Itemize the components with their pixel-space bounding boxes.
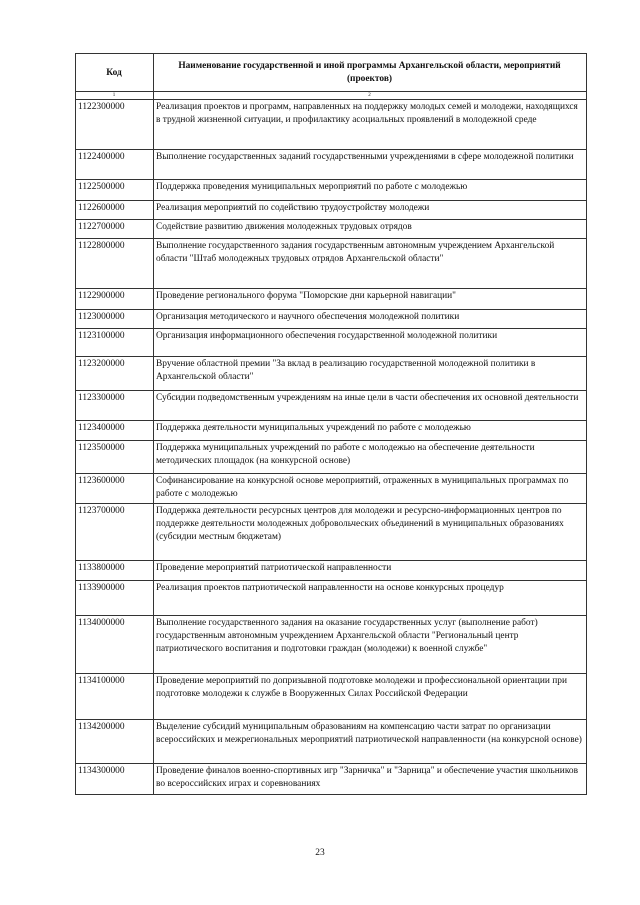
row-name: Проведение мероприятий патриотической направленности <box>154 561 587 581</box>
table-row <box>76 474 587 504</box>
table-row <box>76 150 587 180</box>
table-row <box>76 180 587 201</box>
row-code: 1122600000 <box>76 201 154 220</box>
row-name: Выполнение государственного задания государственным автономным учреждением Архангельской области "Штаб молодежных трудовых отрядов Архангельской области" <box>154 239 587 289</box>
row-code: 1134000000 <box>76 616 154 674</box>
table-row <box>76 310 587 329</box>
row-name: Организация методического и научного обеспечения молодежной политики <box>154 310 587 329</box>
row-code: 1123100000 <box>76 329 154 357</box>
row-code: 1122700000 <box>76 220 154 239</box>
row-name: Организация информационного обеспечения государственной молодежной политики <box>154 329 587 357</box>
table-row <box>76 289 587 310</box>
table-row <box>76 391 587 421</box>
header-code: Код <box>76 54 154 92</box>
row-code: 1134200000 <box>76 720 154 764</box>
row-code: 1122300000 <box>76 100 154 150</box>
table-row <box>76 329 587 357</box>
row-code: 1123000000 <box>76 310 154 329</box>
row-name: Софинансирование на конкурсной основе мероприятий, отраженных в муниципальных программах по работе с молодежью <box>154 474 587 504</box>
row-name: Проведение мероприятий по допризывной подготовке молодежи и профессиональной ориентации при подготовке молодежи к службе в Вооруженных Силах Российской Федерации <box>154 674 587 720</box>
column-number-1: 1 <box>76 92 154 100</box>
row-code: 1123300000 <box>76 391 154 421</box>
row-name: Проведение финалов военно-спортивных игр "Зарничка" и "Зарница" и обеспечение участия школьников во всероссийских играх и соревнованиях <box>154 764 587 795</box>
row-code: 1122500000 <box>76 180 154 201</box>
program-code-table <box>75 53 587 795</box>
row-code: 1122400000 <box>76 150 154 180</box>
row-name: Субсидии подведомственным учреждениям на иные цели в части обеспечения их основной деятельности <box>154 391 587 421</box>
row-name: Проведение регионального форума "Поморские дни карьерной навигации" <box>154 289 587 310</box>
table-row <box>76 421 587 441</box>
table-row <box>76 201 587 220</box>
row-name: Реализация проектов патриотической направленности на основе конкурсных процедур <box>154 581 587 616</box>
table-row <box>76 581 587 616</box>
column-number-row <box>76 92 587 100</box>
table-header-row <box>76 54 587 92</box>
table-row <box>76 561 587 581</box>
table-row <box>76 764 587 795</box>
table-row <box>76 220 587 239</box>
row-name: Поддержка деятельности муниципальных учреждений по работе с молодежью <box>154 421 587 441</box>
row-code: 1123200000 <box>76 357 154 391</box>
row-code: 1123700000 <box>76 504 154 561</box>
row-name: Выполнение государственных заданий государственными учреждениями в сфере молодежной политики <box>154 150 587 180</box>
row-name: Выполнение государственного задания на оказание государственных услуг (выполнение работ) государственным автономным учреждением Архангельской области "Региональный центр патриотического воспитания и подготовки граждан (молодежи) к военной службе" <box>154 616 587 674</box>
row-name: Поддержка проведения муниципальных мероприятий по работе с молодежью <box>154 180 587 201</box>
header-name: Наименование государственной и иной программы Архангельской области, мероприятий (проектов) <box>154 54 587 92</box>
table-row <box>76 616 587 674</box>
row-code: 1122900000 <box>76 289 154 310</box>
page-number: 23 <box>315 848 325 858</box>
table-row <box>76 441 587 474</box>
table-row <box>76 674 587 720</box>
row-name: Содействие развитию движения молодежных трудовых отрядов <box>154 220 587 239</box>
row-code: 1134100000 <box>76 674 154 720</box>
row-name: Вручение областной премии "За вклад в реализацию государственной молодежной политики в Архангельской области" <box>154 357 587 391</box>
table-row <box>76 720 587 764</box>
row-code: 1123500000 <box>76 441 154 474</box>
row-name: Реализация мероприятий по содействию трудоустройству молодежи <box>154 201 587 220</box>
row-code: 1122800000 <box>76 239 154 289</box>
row-name: Выделение субсидий муниципальным образованиям на компенсацию части затрат по организации всероссийских и межрегиональных мероприятий патриотической направленности (на конкурсной основе) <box>154 720 587 764</box>
row-name: Поддержка муниципальных учреждений по работе с молодежью на обеспечение деятельности методических площадок (на конкурсной основе) <box>154 441 587 474</box>
row-code: 1123400000 <box>76 421 154 441</box>
row-name: Реализация проектов и программ, направленных на поддержку молодых семей и молодежи, находящихся в трудной жизненной ситуации, и профилактику асоциальных проявлений в молодежной среде <box>154 100 587 150</box>
table-row <box>76 357 587 391</box>
column-number-2: 2 <box>154 92 587 100</box>
row-name: Поддержка деятельности ресурсных центров для молодежи и ресурсно-информационных центров по поддержке деятельности молодежных добровольческих объединений в муниципальных образованиях (субсидии местным бюджетам) <box>154 504 587 561</box>
table-row <box>76 239 587 289</box>
row-code: 1133900000 <box>76 581 154 616</box>
row-code: 1123600000 <box>76 474 154 504</box>
row-code: 1134300000 <box>76 764 154 795</box>
table-row <box>76 100 587 150</box>
table-row <box>76 504 587 561</box>
row-code: 1133800000 <box>76 561 154 581</box>
